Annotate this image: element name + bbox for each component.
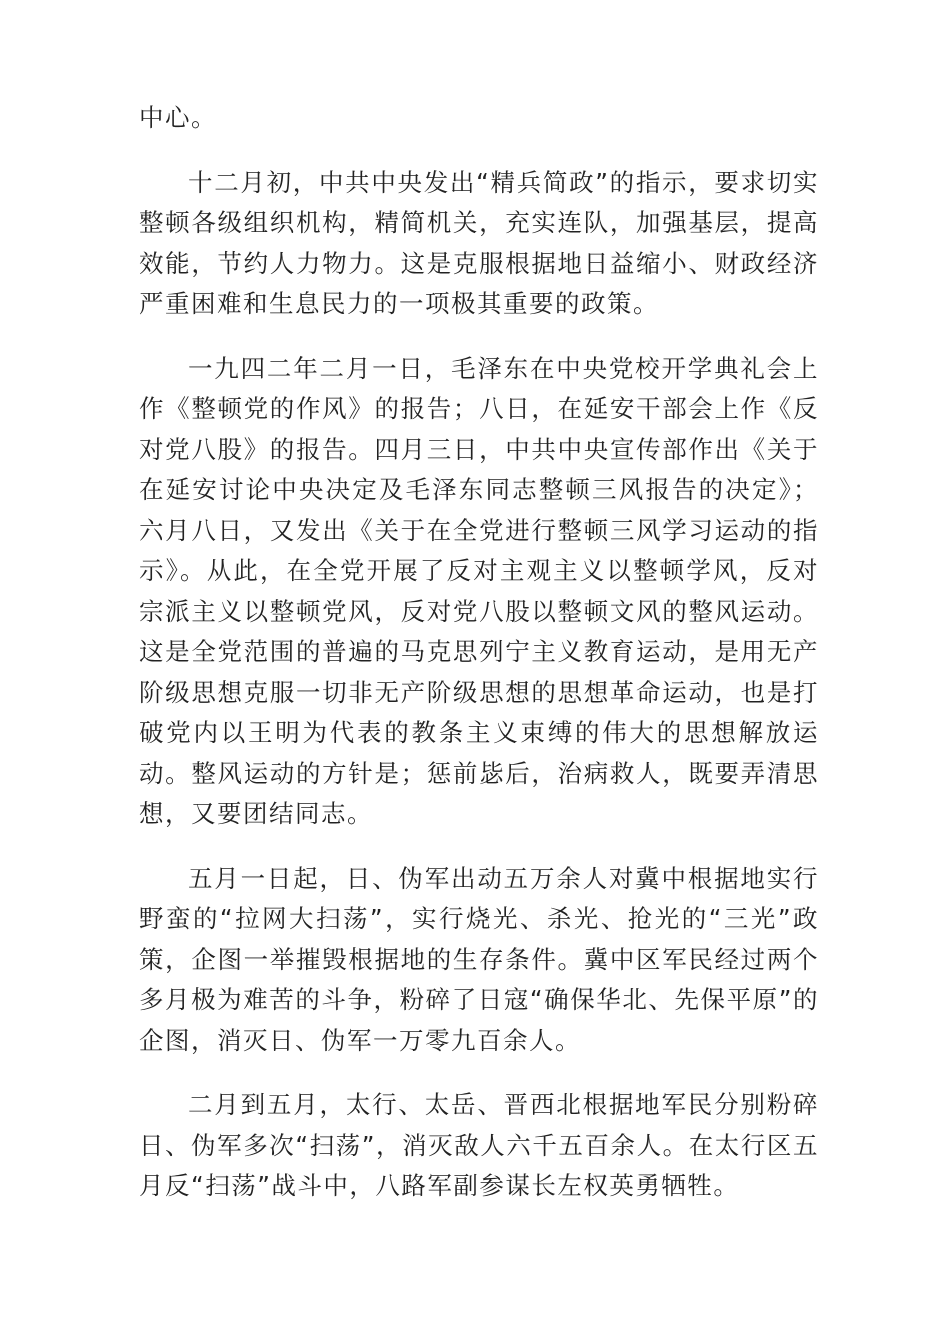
paragraph-zhengfeng-movement: 一九四二年二月一日，毛泽东在中央党校开学典礼会上作《整顿党的作风》的报告；八日，在延安干部会上作《反对党八股》的报告。四月三日，中共中央宣传部作出《关于在延安讨论中央决定及毛泽东同志整顿三风报告的决定》；六月八日，又发出《关于在全党进行整顿三风学习运动的指示》。从此，在全党开展了反对主观主义以整顿学风，反对宗派主义以整顿党风，反对党八股以整顿文风的整风运动。这是全党范围的普遍的马克思列宁主义教育运动，是用无产阶级思想克服一切非无产阶级思想的思想革命运动，也是打破党内以王明为代表的教条主义束缚的伟大的思想解放运动。整风运动的方针是；惩前毖后，治病救人，既要弄清思想，又要团结同志。 <box>139 353 819 828</box>
paragraph-taihang-campaign: 二月到五月，太行、太岳、晋西北根据地军民分别粉碎日、伪军多次“扫荡”，消灭敌人六千五百余人。在太行区五月反“扫荡”战斗中，八路军副参谋长左权英勇牺牲。 <box>139 1090 819 1200</box>
paragraph-jingbing-jianzheng: 十二月初，中共中央发出“精兵简政”的指示，要求切实整顿各级组织机构，精简机关，充实连队，加强基层，提高效能，节约人力物力。这是克服根据地日益缩小、财政经济严重困难和生息民力的一项极其重要的政策。 <box>139 167 819 318</box>
document-page <box>139 98 819 1231</box>
paragraph-continuation: 中心。 <box>139 103 217 132</box>
paragraph-jizhong-campaign: 五月一日起，日、伪军出动五万余人对冀中根据地实行野蛮的“拉网大扫荡”，实行烧光、杀光、抢光的“三光”政策，企图一举摧毁根据地的生存条件。冀中区军民经过两个多月极为难苦的斗争，粉碎了日寇“确保华北、先保平原”的企图，消灭日、伪军一万零九百余人。 <box>139 863 819 1055</box>
